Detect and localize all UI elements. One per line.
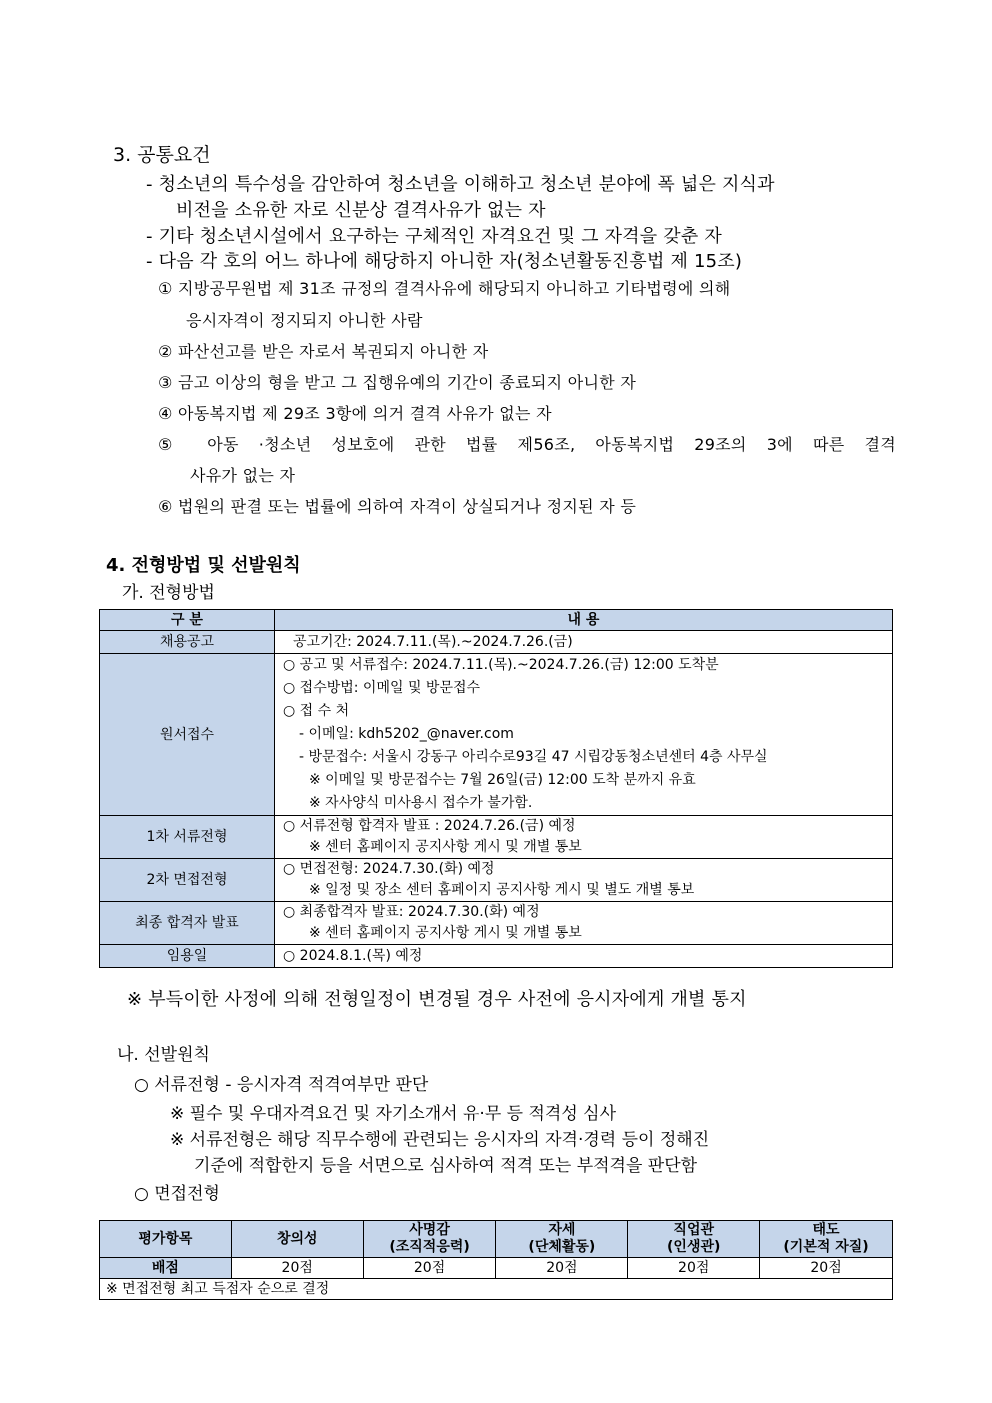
eval-header-sub: (기본적 자질) xyxy=(783,1239,869,1255)
eval-header-label: 자세 xyxy=(548,1222,576,1238)
table-row xyxy=(100,945,893,968)
score-cell: 20점 xyxy=(628,1258,760,1279)
eval-header-label: 직업관 xyxy=(673,1222,714,1238)
row-content xyxy=(275,631,893,654)
score-cell: 20점 xyxy=(760,1258,893,1279)
row-label: 채용공고 xyxy=(100,631,275,654)
disqualification-item: ⑤ 아동 ·청소년 성보호에 관한 법률 제56조, 아동복지법 29조의 3에 따른 결격 xyxy=(158,435,896,454)
row-label: 1차 서류전형 xyxy=(100,816,275,859)
content-line: - 방문접수: 서울시 강동구 아리수로93길 47 시립강동청소년센터 4층 사무실 xyxy=(299,749,768,765)
screening-note: 기준에 적합한지 등을 서면으로 심사하여 적격 또는 부적격을 판단함 xyxy=(194,1156,698,1176)
eval-header xyxy=(231,1221,363,1258)
score-label: 배점 xyxy=(100,1258,232,1279)
table-row xyxy=(100,816,893,859)
eval-header-label: 태도 xyxy=(812,1222,840,1238)
evaluation-note: ※ 면접전형 최고 득점자 순으로 결정 xyxy=(100,1279,893,1300)
header-content: 내 용 xyxy=(275,610,893,631)
eval-header-label: 창의성 xyxy=(276,1230,318,1247)
disqualification-item: ⑥ 법원의 판결 또는 법률에 의하여 자격이 상실되거나 정지된 자 등 xyxy=(158,497,637,516)
screening-note: ※ 서류전형은 해당 직무수행에 관련되는 응시자의 자격·경력 등이 정해진 xyxy=(170,1130,710,1150)
content-line: - 이메일: kdh5202_@naver.com xyxy=(299,726,514,742)
table-row xyxy=(100,631,893,654)
schedule-header-row xyxy=(100,610,893,631)
section3-title: 3. 공통요건 xyxy=(113,144,211,166)
evaluation-header-row xyxy=(100,1221,893,1258)
requirement-line: - 다음 각 호의 어느 하나에 해당하지 아니한 자(청소년활동진흥법 제 15조) xyxy=(146,251,743,272)
score-row xyxy=(100,1258,893,1279)
eval-header-label: 평가항목 xyxy=(138,1230,193,1247)
row-label: 원서접수 xyxy=(100,654,275,816)
content-line: ※ 이메일 및 방문접수는 7월 26일(금) 12:00 도착 분까지 유효 xyxy=(309,772,696,788)
content-line: 공고기간: 2024.7.11.(목).~2024.7.26.(금) xyxy=(293,634,573,650)
evaluation-table xyxy=(99,1220,893,1300)
requirement-line: 비전을 소유한 자로 신분상 결격사유가 없는 자 xyxy=(176,200,546,221)
disqualification-item: 사유가 없는 자 xyxy=(190,466,296,485)
screening-note: ※ 필수 및 우대자격요건 및 자기소개서 유·무 등 적격성 심사 xyxy=(170,1104,616,1124)
content-line: ○ 서류전형 합격자 발표 : 2024.7.26.(금) 예정 xyxy=(283,818,576,834)
header-category: 구 분 xyxy=(100,610,275,631)
note-row xyxy=(100,1279,893,1300)
row-label: 최종 합격자 발표 xyxy=(100,902,275,945)
subsection-a-title: 가. 전형방법 xyxy=(122,583,215,603)
eval-header xyxy=(628,1221,760,1258)
disqualification-item: ④ 아동복지법 제 29조 3항에 의거 결격 사유가 없는 자 xyxy=(158,404,552,423)
table-row xyxy=(100,902,893,945)
row-content xyxy=(275,945,893,968)
score-cell: 20점 xyxy=(496,1258,628,1279)
document-screening: ○ 서류전형 - 응시자격 적격여부만 판단 xyxy=(134,1075,429,1095)
table-note: ※ 부득이한 사정에 의해 전형일정이 변경될 경우 사전에 응시자에게 개별 통지 xyxy=(127,989,747,1010)
content-line: ○ 공고 및 서류접수: 2024.7.11.(목).~2024.7.26.(금) 12:00 도착분 xyxy=(283,657,719,673)
table-row xyxy=(100,859,893,902)
disqualification-item: 응시자격이 정지되지 아니한 사람 xyxy=(186,311,423,330)
interview-screening: ○ 면접전형 xyxy=(134,1184,220,1204)
row-content xyxy=(275,654,893,816)
disqualification-item: ② 파산선고를 받은 자로서 복권되지 아니한 자 xyxy=(158,342,489,361)
eval-header xyxy=(100,1221,232,1258)
content-line: ○ 최종합격자 발표: 2024.7.30.(화) 예정 xyxy=(283,904,540,920)
table-row xyxy=(100,654,893,816)
section4-title: 4. 전형방법 및 선발원칙 xyxy=(106,555,301,576)
score-cell: 20점 xyxy=(231,1258,363,1279)
content-line: ※ 자사양식 미사용시 접수가 불가함. xyxy=(309,795,533,811)
row-content xyxy=(275,859,893,902)
row-label: 2차 면접전형 xyxy=(100,859,275,902)
row-content xyxy=(275,816,893,859)
row-content xyxy=(275,902,893,945)
content-line: ○ 면접전형: 2024.7.30.(화) 예정 xyxy=(283,861,495,877)
content-line: ○ 접 수 처 xyxy=(283,703,350,719)
subsection-b-title: 나. 선발원칙 xyxy=(117,1045,210,1065)
eval-header xyxy=(496,1221,628,1258)
requirement-line: - 청소년의 특수성을 감안하여 청소년을 이해하고 청소년 분야에 폭 넓은 지식과 xyxy=(146,174,775,195)
eval-header-label: 사명감 xyxy=(409,1222,450,1238)
content-line: ※ 센터 홈페이지 공지사항 게시 및 개별 통보 xyxy=(309,839,582,855)
disqualification-item: ① 지방공무원법 제 31조 규정의 결격사유에 해당되지 아니하고 기타법령에 의해 xyxy=(158,279,731,298)
eval-header-sub: (조직적응력) xyxy=(389,1239,470,1255)
score-cell: 20점 xyxy=(363,1258,496,1279)
eval-header-sub: (단체활동) xyxy=(528,1239,596,1255)
requirement-line: - 기타 청소년시설에서 요구하는 구체적인 자격요건 및 그 자격을 갖춘 자 xyxy=(146,226,722,247)
content-line: ○ 접수방법: 이메일 및 방문접수 xyxy=(283,680,481,696)
row-label: 임용일 xyxy=(100,945,275,968)
content-line: ※ 센터 홈페이지 공지사항 게시 및 개별 통보 xyxy=(309,925,582,941)
schedule-table xyxy=(99,609,893,968)
disqualification-item: ③ 금고 이상의 형을 받고 그 집행유예의 기간이 종료되지 아니한 자 xyxy=(158,373,637,392)
content-line: ※ 일정 및 장소 센터 홈페이지 공지사항 게시 및 별도 개별 통보 xyxy=(309,882,695,898)
eval-header xyxy=(363,1221,496,1258)
content-line: ○ 2024.8.1.(목) 예정 xyxy=(283,948,423,964)
eval-header xyxy=(760,1221,893,1258)
eval-header-sub: (인생관) xyxy=(667,1239,721,1255)
